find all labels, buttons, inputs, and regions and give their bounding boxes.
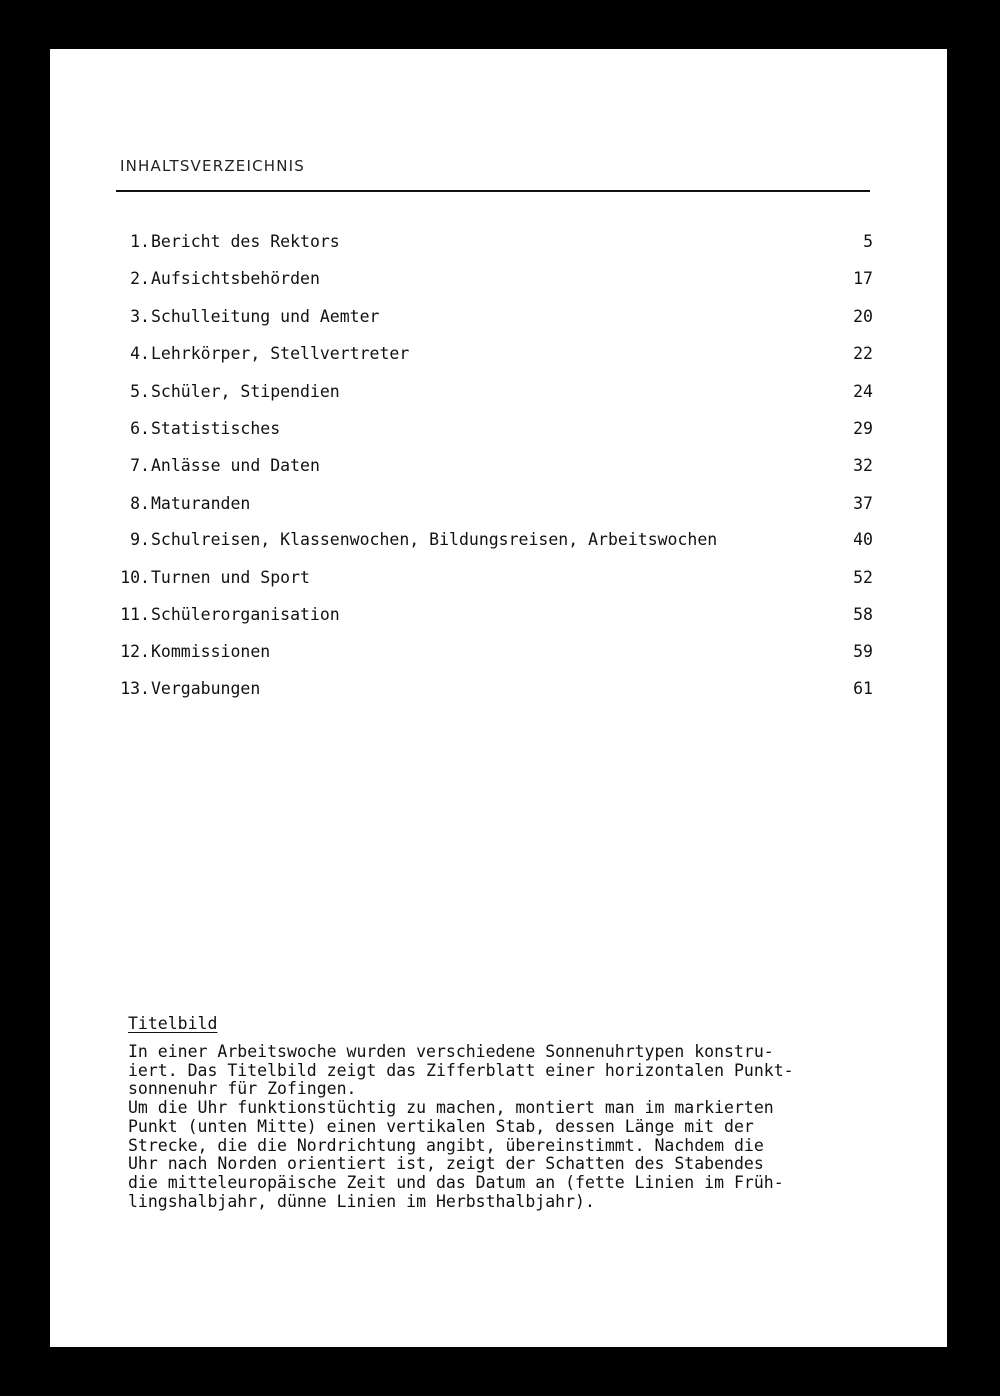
- heading-rule: [116, 190, 870, 192]
- toc-entry: [50, 566, 947, 590]
- toc-entry-number: 12.: [120, 642, 150, 661]
- toc-entry-number: 2.: [130, 269, 150, 288]
- toc-entry: [50, 677, 947, 701]
- toc-entry: [50, 230, 947, 254]
- toc-entry-number: 6.: [130, 419, 150, 438]
- toc-entry-title: Bericht des Rektors: [151, 232, 340, 251]
- toc-entry-page: 37: [853, 494, 873, 513]
- toc-entry: [50, 640, 947, 664]
- toc-entry: [50, 342, 947, 366]
- toc-entry-number: 11.: [120, 605, 150, 624]
- toc-entry-page: 52: [853, 568, 873, 587]
- toc-entry-title: Anlässe und Daten: [151, 456, 320, 475]
- toc-entry-title: Schülerorganisation: [151, 605, 340, 624]
- toc-entry-page: 5: [863, 232, 873, 251]
- toc-entry-number: 7.: [130, 456, 150, 475]
- toc-entry-number: 3.: [130, 307, 150, 326]
- toc-entry-title: Vergabungen: [151, 679, 261, 698]
- toc-entry-title: Kommissionen: [151, 642, 271, 661]
- toc-entry-page: 32: [853, 456, 873, 475]
- toc-entry: [50, 492, 947, 516]
- toc-entry-page: 61: [853, 679, 873, 698]
- toc-entry-number: 5.: [130, 382, 150, 401]
- document-page: [50, 49, 947, 1347]
- toc-entry-page: 59: [853, 642, 873, 661]
- toc-entry-number: 1.: [130, 232, 150, 251]
- toc-entry: [50, 267, 947, 291]
- toc-entry-number: 8.: [130, 494, 150, 513]
- toc-entry-title: Turnen und Sport: [151, 568, 310, 587]
- toc-entry-page: 40: [853, 530, 873, 549]
- caption-title: Titelbild: [128, 1014, 218, 1033]
- toc-entry-page: 20: [853, 307, 873, 326]
- caption-text: In einer Arbeitswoche wurden verschiedene Sonnenuhrtypen konstru- iert. Das Titelbild zeigt das Zifferblatt einer horizontalen Punkt- sonnenuhr für Zofingen. Um die Uhr funktionstüchtig zu machen, montiert man im markierten Punkt (unten Mitte) einen vertikalen Stab, dessen Länge mit der Strecke, die die Nordrichtung angibt, übereinstimmt. Nachdem die Uhr nach Norden orientiert ist, zeigt der Schatten des Stabendes die mitteleuropäische Zeit und das Datum an (fette Linien im Früh- lingshalbjahr, dünne Linien im Herbsthalbjahr).: [128, 1042, 794, 1211]
- toc-entry-page: 17: [853, 269, 873, 288]
- toc-entry-title: Schulleitung und Aemter: [151, 307, 380, 326]
- toc-entry: [50, 380, 947, 404]
- toc-entry-page: 22: [853, 344, 873, 363]
- toc-heading: INHALTSVERZEICHNIS: [120, 157, 306, 175]
- toc-entry: [50, 305, 947, 329]
- toc-entry: [50, 528, 947, 552]
- toc-entry-number: 9.: [130, 530, 150, 549]
- toc-entry-title: Aufsichtsbehörden: [151, 269, 320, 288]
- toc-entry-number: 10.: [120, 568, 150, 587]
- toc-entry-page: 58: [853, 605, 873, 624]
- toc-entry-number: 13.: [120, 679, 150, 698]
- toc-entry-title: Statistisches: [151, 419, 281, 438]
- toc-entry-number: 4.: [130, 344, 150, 363]
- toc-entry: [50, 417, 947, 441]
- toc-entry: [50, 603, 947, 627]
- toc-entry-title: Lehrkörper, Stellvertreter: [151, 344, 410, 363]
- toc-entry-title: Schüler, Stipendien: [151, 382, 340, 401]
- toc-entry: [50, 454, 947, 478]
- toc-entry-title: Schulreisen, Klassenwochen, Bildungsreisen, Arbeitswochen: [151, 530, 718, 549]
- toc-entry-page: 24: [853, 382, 873, 401]
- toc-entry-title: Maturanden: [151, 494, 251, 513]
- toc-entry-page: 29: [853, 419, 873, 438]
